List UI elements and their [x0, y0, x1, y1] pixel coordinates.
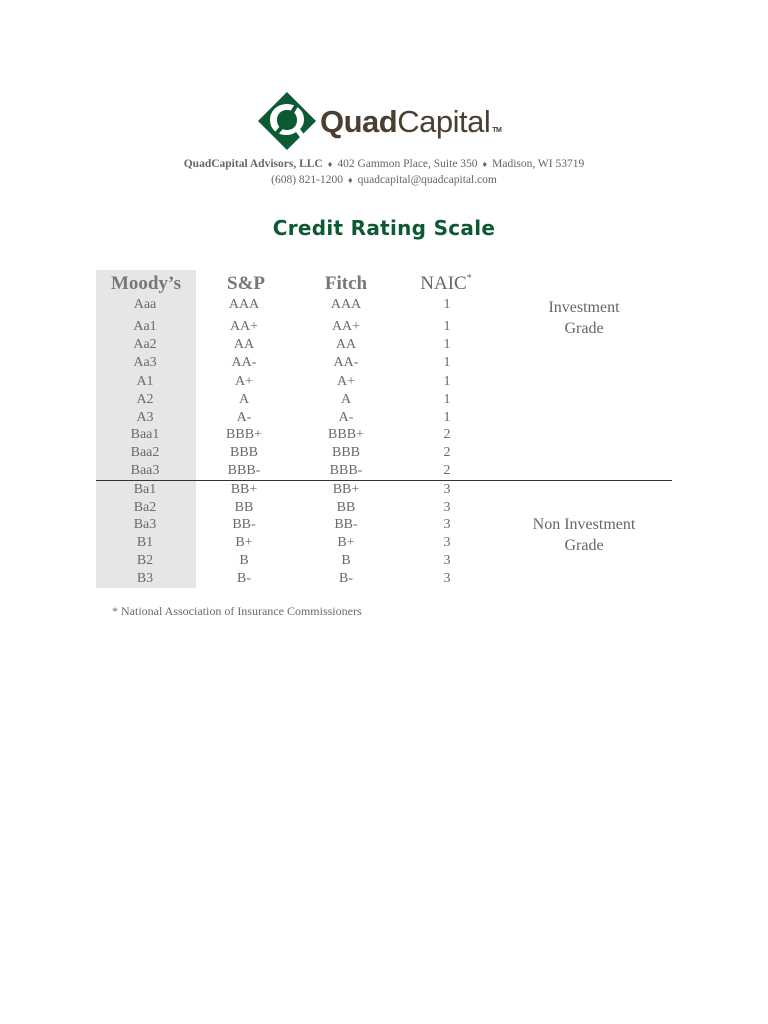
non-investment-grade-line-1: Non Investment [532, 516, 636, 533]
separator-icon: ♦ [348, 175, 353, 185]
contact-line-1 [0, 158, 768, 170]
cell-moodys: Ba1 [133, 482, 157, 497]
logo-tm: TM [492, 127, 502, 134]
cell-fitch: AA+ [331, 319, 361, 334]
cell-fitch: A- [338, 410, 354, 425]
cell-fitch: B+ [337, 535, 355, 550]
cell-moodys: Aaa [133, 297, 157, 312]
cell-sp: A [238, 392, 250, 407]
logo-quad: Quad [320, 104, 398, 139]
cell-moodys: Aa2 [133, 337, 157, 352]
cell-fitch: BBB+ [328, 427, 364, 442]
cell-fitch: B [341, 553, 351, 568]
cell-fitch: BB- [334, 517, 358, 532]
cell-moodys: Ba3 [133, 517, 157, 532]
cell-naic: 3 [443, 482, 451, 497]
cell-naic: 2 [443, 427, 451, 442]
separator-icon: ♦ [327, 159, 333, 169]
separator-icon: ♦ [482, 159, 488, 169]
cell-naic: 2 [443, 445, 451, 460]
cell-naic: 1 [443, 297, 451, 312]
investment-grade-line-1: Investment [548, 299, 620, 316]
cell-fitch: AA- [333, 355, 359, 370]
cell-fitch: B- [339, 571, 353, 586]
cell-sp: B+ [235, 535, 253, 550]
cell-naic: 1 [443, 355, 451, 370]
cell-sp: BB [234, 500, 254, 515]
cell-fitch: A+ [336, 374, 355, 389]
email-link[interactable]: quadcapital@quadcapital.com [357, 174, 497, 186]
cell-sp: BBB [229, 445, 258, 460]
cell-naic: 1 [443, 337, 451, 352]
cell-sp: B [239, 553, 249, 568]
cell-moodys: Ba2 [133, 500, 157, 515]
cell-moodys: A2 [136, 392, 154, 407]
cell-sp: BBB+ [226, 427, 262, 442]
cell-sp: A- [236, 410, 252, 425]
cell-sp: AA- [231, 355, 257, 370]
cell-sp: BB- [232, 517, 256, 532]
firm-name: QuadCapital Advisors, LLC [183, 158, 323, 170]
phone-number: (608) 821-1200 [271, 174, 343, 186]
header-sp: S&P [227, 273, 265, 294]
logo-capital: Capital [397, 104, 491, 139]
cell-moodys: A3 [136, 410, 154, 425]
header-fitch: Fitch [324, 273, 368, 294]
cell-sp: AA [233, 337, 255, 352]
cell-moodys: Baa2 [130, 445, 160, 460]
cell-fitch: BB+ [332, 482, 360, 497]
company-logo [256, 90, 516, 158]
cell-sp: A+ [234, 374, 253, 389]
contact-line-2 [0, 174, 768, 186]
cell-naic: 1 [443, 374, 451, 389]
investment-grade-divider [96, 480, 672, 481]
cell-fitch: BBB [331, 445, 360, 460]
quadcapital-diamond-logo-icon [256, 90, 318, 152]
header-naic [396, 273, 496, 295]
header-moodys: Moody’s [110, 273, 182, 294]
cell-naic: 1 [443, 392, 451, 407]
non-investment-grade-label [494, 514, 674, 556]
header-naic-footnote-mark: * [466, 273, 472, 284]
cell-sp: B- [237, 571, 251, 586]
cell-moodys: B1 [136, 535, 154, 550]
street-address: 402 Gammon Place, Suite 350 [337, 158, 478, 170]
investment-grade-label [494, 297, 674, 339]
cell-naic: 3 [443, 535, 451, 550]
cell-naic: 2 [443, 463, 451, 478]
cell-sp: AAA [228, 297, 260, 312]
cell-naic: 1 [443, 319, 451, 334]
cell-naic: 3 [443, 553, 451, 568]
cell-sp: AA+ [229, 319, 259, 334]
cell-fitch: BB [336, 500, 356, 515]
logo-wordmark [320, 104, 501, 140]
cell-moodys: Aa1 [133, 319, 157, 334]
cell-moodys: B3 [136, 571, 154, 586]
cell-moodys: B2 [136, 553, 154, 568]
page-title: Credit Rating Scale [272, 216, 496, 240]
cell-moodys: Baa1 [130, 427, 160, 442]
cell-naic: 3 [443, 500, 451, 515]
cell-moodys: Baa3 [130, 463, 160, 478]
non-investment-grade-line-2: Grade [564, 537, 604, 554]
cell-naic: 1 [443, 410, 451, 425]
cell-naic: 3 [443, 571, 451, 586]
cell-fitch: AAA [330, 297, 362, 312]
header-naic-label: NAIC [420, 273, 467, 294]
city-state-zip: Madison, WI 53719 [492, 158, 585, 170]
investment-grade-line-2: Grade [564, 320, 604, 337]
cell-sp: BB+ [230, 482, 258, 497]
cell-fitch: BBB- [329, 463, 363, 478]
cell-moodys: A1 [136, 374, 154, 389]
cell-fitch: AA [335, 337, 357, 352]
cell-moodys: Aa3 [133, 355, 157, 370]
cell-naic: 3 [443, 517, 451, 532]
footnote: * National Association of Insurance Commissioners [112, 604, 362, 618]
cell-fitch: A [340, 392, 352, 407]
cell-sp: BBB- [227, 463, 261, 478]
